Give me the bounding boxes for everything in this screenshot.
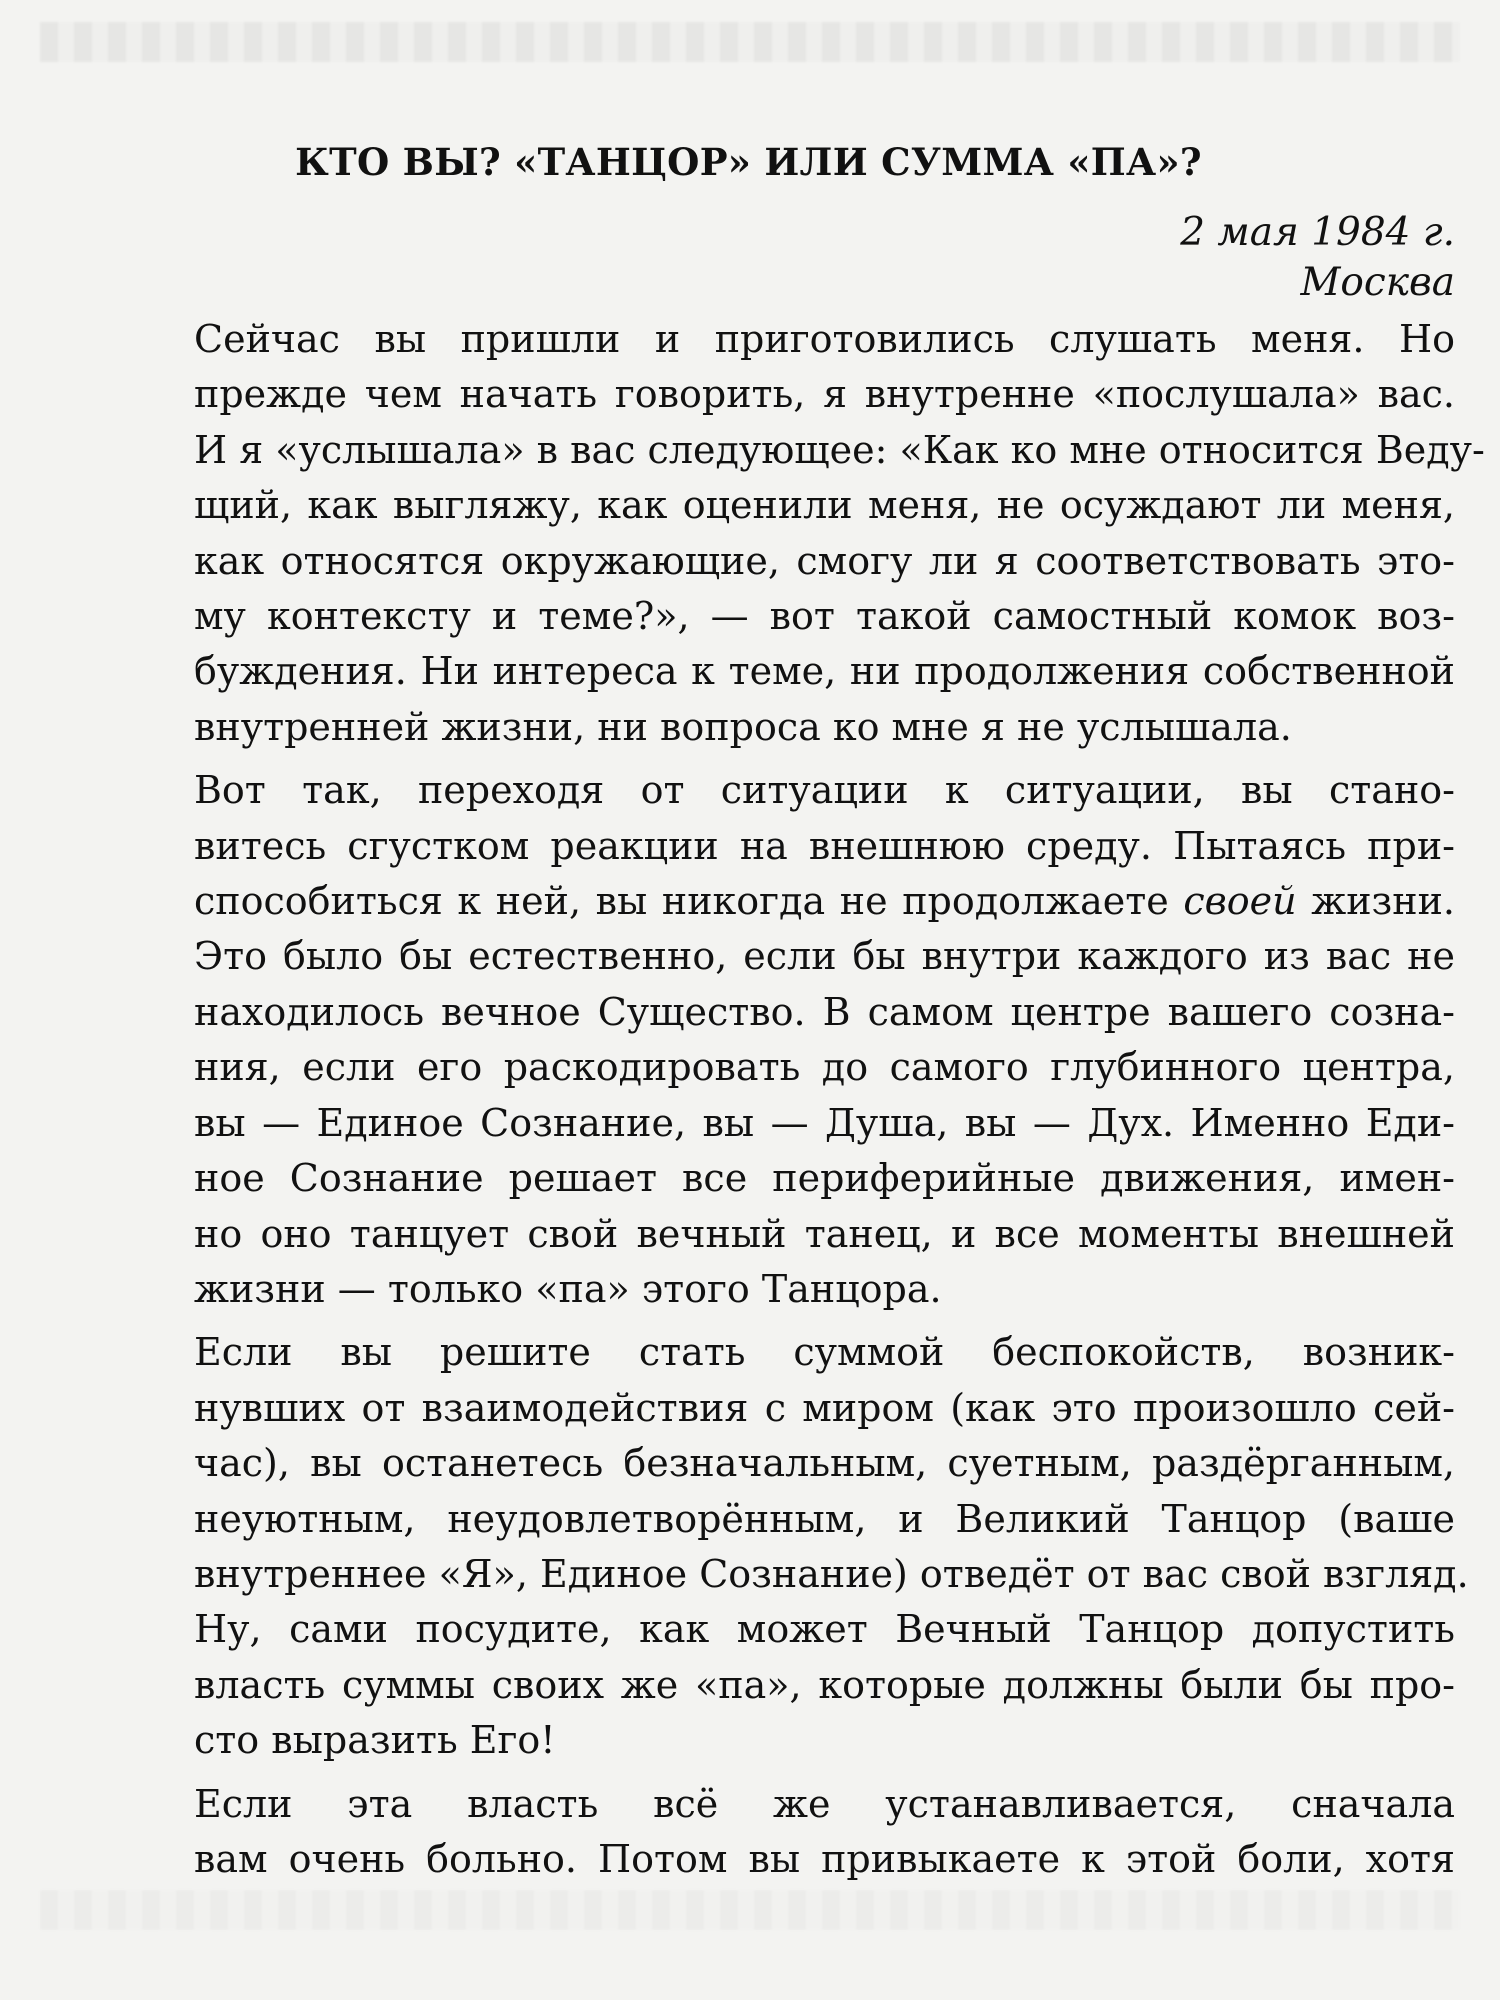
text-line: му контексту и теме?», — вот такой самостный комок воз- bbox=[194, 594, 1455, 639]
text-line: И я «услышала» в вас следующее: «Как ко мне относится Веду- bbox=[194, 427, 1485, 472]
paragraph-3 bbox=[42, 1325, 1469, 1768]
text-line: Если вы решите стать суммой беспокойств, возник- bbox=[194, 1330, 1455, 1375]
text-line: внутреннее «Я», Единое Сознание) отведёт от вас свой взгляд. bbox=[194, 1551, 1469, 1596]
text-line: сто выразить Его! bbox=[194, 1718, 556, 1763]
text-line: ное Сознание решает все периферийные движения, имен- bbox=[194, 1156, 1455, 1201]
text-line: вы — Единое Сознание, вы — Душа, вы — Дух. Именно Еди- bbox=[194, 1100, 1455, 1145]
bleed-through-top bbox=[40, 22, 1460, 62]
date-line: 2 мая 1984 г. bbox=[1180, 210, 1455, 255]
text-line: внутренней жизни, ни вопроса ко мне я не услышала. bbox=[194, 704, 1292, 749]
text-fragment: жизни. bbox=[1296, 879, 1455, 924]
italic-emphasis: своей bbox=[1183, 879, 1297, 924]
text-line: ния, если его раскодировать до самого глубинного центра, bbox=[194, 1045, 1455, 1090]
text-line: витесь сгустком реакции на внешнюю среду. Пытаясь при- bbox=[194, 823, 1455, 868]
text-line: Это было бы естественно, если бы внутри каждого из вас не bbox=[194, 934, 1455, 979]
text-line: находилось вечное Существо. В самом центре вашего созна- bbox=[194, 989, 1455, 1034]
text-line: жизни — только «па» этого Танцора. bbox=[194, 1266, 942, 1311]
text-line: как относятся окружающие, смогу ли я соответствовать это- bbox=[194, 538, 1455, 583]
text-line: нувших от взаимодействия с миром (как это произошло сей- bbox=[194, 1385, 1455, 1430]
chapter-title: КТО ВЫ? «ТАНЦОР» ИЛИ СУММА «ПА»? bbox=[295, 140, 1202, 184]
text-line: Сейчас вы пришли и приготовились слушать меня. Но bbox=[194, 317, 1455, 361]
text-line: вам очень больно. Потом вы привыкаете к этой боли, хотя bbox=[194, 1836, 1455, 1881]
text-line: но оно танцует свой вечный танец, и все моменты внешней bbox=[194, 1211, 1455, 1256]
text-line: власть суммы своих же «па», которые должны были бы про- bbox=[194, 1662, 1455, 1707]
text-line: Вот так, переходя от ситуации к ситуации, вы стано- bbox=[194, 768, 1455, 813]
bleed-through-bottom bbox=[40, 1890, 1460, 1930]
text-line: Ну, сами посудите, как может Вечный Танцор допустить bbox=[194, 1607, 1455, 1652]
body-text bbox=[42, 312, 1485, 1887]
text-line: буждения. Ни интереса к теме, ни продолжения собственной bbox=[194, 649, 1455, 694]
place-line: Москва bbox=[1300, 260, 1455, 305]
paragraph-1 bbox=[42, 312, 1485, 755]
text-line-with-italic bbox=[42, 874, 1455, 929]
text-fragment: способиться к ней, вы никогда не продолжаете bbox=[194, 879, 1184, 924]
paragraph-4 bbox=[42, 1777, 1455, 1888]
page-content bbox=[42, 138, 1485, 1887]
paragraph-2 bbox=[42, 763, 1455, 1317]
text-line: Если эта власть всё же устанавливается, сначала bbox=[194, 1781, 1455, 1826]
text-line: час), вы останетесь безначальным, суетным, раздёрганным, bbox=[194, 1441, 1455, 1486]
text-line: прежде чем начать говорить, я внутренне «послушала» вас. bbox=[194, 372, 1455, 417]
text-line: щий, как выгляжу, как оценили меня, не осуждают ли меня, bbox=[194, 483, 1455, 528]
text-line: неуютным, неудовлетворённым, и Великий Танцор (ваше bbox=[194, 1496, 1455, 1541]
